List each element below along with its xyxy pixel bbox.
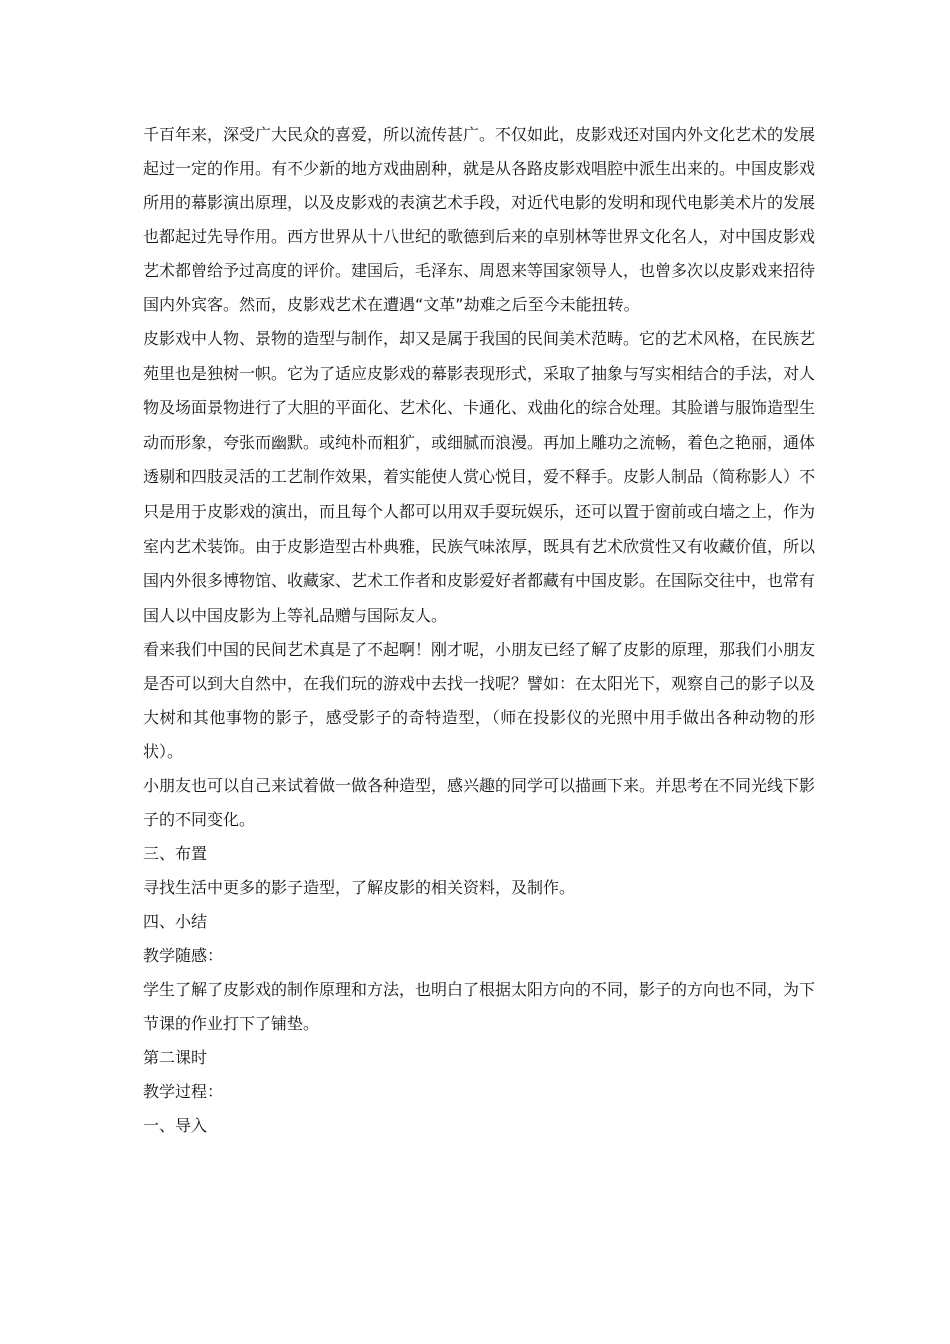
paragraph-art-style: 皮影戏中人物、景物的造型与制作，却又是属于我国的民间美术范畴。它的艺术风格，在民族艺苑里也是独树一帜。它为了适应皮影戏的幕影表现形式，采取了抽象与写实相结合的手法，对人物及场面景物进行了大胆的平面化、艺术化、卡通化、戏曲化的综合处理。其脸谱与服饰造型生动而形象，夸张而幽默。或纯朴而粗犷，或细腻而浪漫。再加上雕功之流畅，着色之艳丽，通体透剔和四肢灵活的工艺制作效果，着实能使人赏心悦目，爱不释手。皮影人制品（简称影人）不只是用于皮影戏的演出，而且每个人都可以用双手耍玩娱乐，还可以置于窗前或白墙之上，作为室内艺术装饰。由于皮影造型古朴典雅，民族气味浓厚，既具有艺术欣赏性又有收藏价值，所以国内外很多博物馆、收藏家、艺术工作者和皮影爱好者都藏有中国皮影。在国际交往中，也常有国人以中国皮影为上等礼品赠与国际友人。 — [143, 329, 816, 625]
label-teaching-process: 教学过程： — [143, 1082, 224, 1102]
paragraph-nature-activity: 看来我们中国的民间艺术真是了不起啊！刚才呢，小朋友已经了解了皮影的原理，那我们小朋友是否可以到大自然中，在我们玩的游戏中去找一找呢？譬如：在太阳光下，观察自己的影子以及大树和其他事物的影子，感受影子的奇特造型，（师在投影仪的光照中用手做出各种动物的形状）。 — [143, 640, 816, 762]
label-teaching-reflection: 教学随感： — [143, 946, 224, 966]
paragraph-try-shapes: 小朋友也可以自己来试着做一做各种造型，感兴趣的同学可以描画下来。并思考在不同光线下影子的不同变化。 — [143, 776, 816, 830]
section-heading-summary: 四、小结 — [143, 912, 208, 932]
paragraph-reflection: 学生了解了皮影戏的制作原理和方法，也明白了根据太阳方向的不同，影子的方向也不同，为下节课的作业打下了铺垫。 — [143, 980, 816, 1034]
section-heading-assignment: 三、布置 — [143, 844, 208, 864]
paragraph-assignment: 寻找生活中更多的影子造型，了解皮影的相关资料，及制作。 — [143, 878, 576, 898]
document-body — [143, 118, 815, 1143]
heading-second-lesson: 第二课时 — [143, 1048, 208, 1068]
paragraph-history: 千百年来，深受广大民众的喜爱，所以流传甚广。不仅如此，皮影戏还对国内外文化艺术的发展起过一定的作用。有不少新的地方戏曲剧种，就是从各路皮影戏唱腔中派生出来的。中国皮影戏所用的幕影演出原理，以及皮影戏的表演艺术手段，对近代电影的发明和现代电影美术片的发展也都起过先导作用。西方世界从十八世纪的歌德到后来的卓别林等世界文化名人，对中国皮影戏艺术都曾给予过高度的评价。建国后，毛泽东、周恩来等国家领导人，也曾多次以皮影戏来招待国内外宾客。然而，皮影戏艺术在遭遇“文革”劫难之后至今未能扭转。 — [143, 125, 816, 314]
section-heading-introduction: 一、导入 — [143, 1116, 208, 1136]
